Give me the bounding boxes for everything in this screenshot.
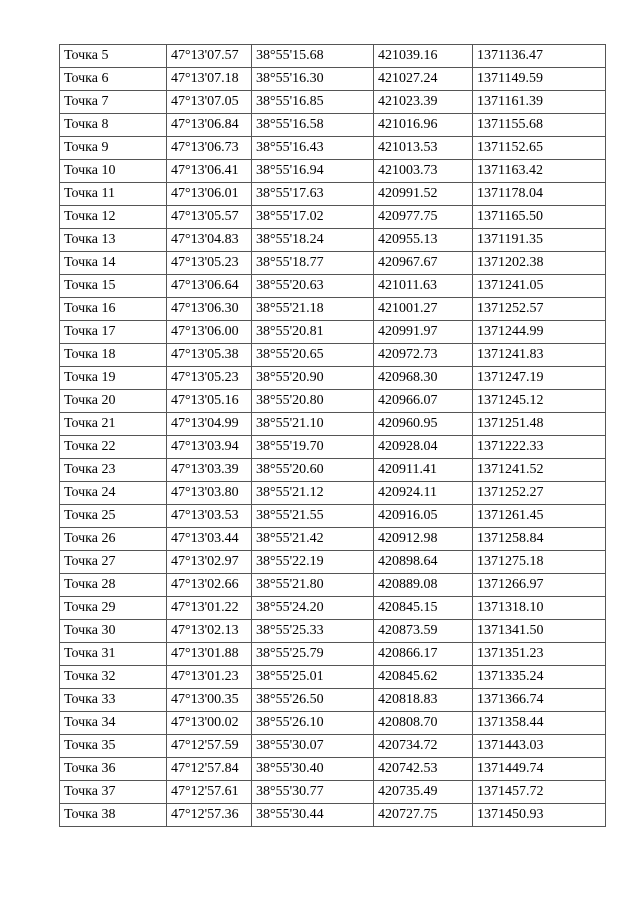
point-name-cell: Точка 28 <box>60 574 167 597</box>
latitude-cell: 47°13'00.35 <box>167 689 252 712</box>
table-row <box>60 321 606 344</box>
x-coordinate-cell: 420727.75 <box>374 804 473 827</box>
longitude-cell: 38°55'17.02 <box>252 206 374 229</box>
x-coordinate-cell: 420873.59 <box>374 620 473 643</box>
table-row <box>60 413 606 436</box>
latitude-cell: 47°13'05.57 <box>167 206 252 229</box>
y-coordinate-cell: 1371266.97 <box>473 574 606 597</box>
point-name-cell: Точка 19 <box>60 367 167 390</box>
y-coordinate-cell: 1371222.33 <box>473 436 606 459</box>
y-coordinate-cell: 1371245.12 <box>473 390 606 413</box>
x-coordinate-cell: 420912.98 <box>374 528 473 551</box>
point-name-cell: Точка 9 <box>60 137 167 160</box>
y-coordinate-cell: 1371351.23 <box>473 643 606 666</box>
table-row <box>60 505 606 528</box>
point-name-cell: Точка 14 <box>60 252 167 275</box>
latitude-cell: 47°13'03.94 <box>167 436 252 459</box>
point-name-cell: Точка 16 <box>60 298 167 321</box>
y-coordinate-cell: 1371341.50 <box>473 620 606 643</box>
latitude-cell: 47°13'06.41 <box>167 160 252 183</box>
y-coordinate-cell: 1371335.24 <box>473 666 606 689</box>
y-coordinate-cell: 1371136.47 <box>473 45 606 68</box>
table-row <box>60 367 606 390</box>
x-coordinate-cell: 420928.04 <box>374 436 473 459</box>
y-coordinate-cell: 1371241.05 <box>473 275 606 298</box>
latitude-cell: 47°13'03.53 <box>167 505 252 528</box>
y-coordinate-cell: 1371450.93 <box>473 804 606 827</box>
latitude-cell: 47°13'06.01 <box>167 183 252 206</box>
point-name-cell: Точка 29 <box>60 597 167 620</box>
point-name-cell: Точка 21 <box>60 413 167 436</box>
x-coordinate-cell: 420955.13 <box>374 229 473 252</box>
y-coordinate-cell: 1371252.57 <box>473 298 606 321</box>
longitude-cell: 38°55'30.07 <box>252 735 374 758</box>
longitude-cell: 38°55'17.63 <box>252 183 374 206</box>
y-coordinate-cell: 1371152.65 <box>473 137 606 160</box>
y-coordinate-cell: 1371251.48 <box>473 413 606 436</box>
table-row <box>60 551 606 574</box>
y-coordinate-cell: 1371241.52 <box>473 459 606 482</box>
y-coordinate-cell: 1371358.44 <box>473 712 606 735</box>
point-name-cell: Точка 31 <box>60 643 167 666</box>
x-coordinate-cell: 421003.73 <box>374 160 473 183</box>
latitude-cell: 47°13'06.64 <box>167 275 252 298</box>
x-coordinate-cell: 420911.41 <box>374 459 473 482</box>
x-coordinate-cell: 420845.15 <box>374 597 473 620</box>
x-coordinate-cell: 420968.30 <box>374 367 473 390</box>
table-row <box>60 45 606 68</box>
point-name-cell: Точка 15 <box>60 275 167 298</box>
latitude-cell: 47°13'04.99 <box>167 413 252 436</box>
latitude-cell: 47°13'03.39 <box>167 459 252 482</box>
latitude-cell: 47°13'06.73 <box>167 137 252 160</box>
latitude-cell: 47°13'07.18 <box>167 68 252 91</box>
longitude-cell: 38°55'16.94 <box>252 160 374 183</box>
longitude-cell: 38°55'16.85 <box>252 91 374 114</box>
longitude-cell: 38°55'21.10 <box>252 413 374 436</box>
point-name-cell: Точка 38 <box>60 804 167 827</box>
x-coordinate-cell: 420808.70 <box>374 712 473 735</box>
latitude-cell: 47°12'57.61 <box>167 781 252 804</box>
x-coordinate-cell: 421027.24 <box>374 68 473 91</box>
y-coordinate-cell: 1371178.04 <box>473 183 606 206</box>
coordinates-table <box>59 44 606 827</box>
table-row <box>60 620 606 643</box>
table-row <box>60 160 606 183</box>
coordinates-table-body <box>60 45 606 827</box>
point-name-cell: Точка 26 <box>60 528 167 551</box>
latitude-cell: 47°13'07.05 <box>167 91 252 114</box>
point-name-cell: Точка 35 <box>60 735 167 758</box>
point-name-cell: Точка 11 <box>60 183 167 206</box>
longitude-cell: 38°55'21.18 <box>252 298 374 321</box>
longitude-cell: 38°55'30.77 <box>252 781 374 804</box>
x-coordinate-cell: 421023.39 <box>374 91 473 114</box>
y-coordinate-cell: 1371202.38 <box>473 252 606 275</box>
table-row <box>60 643 606 666</box>
longitude-cell: 38°55'22.19 <box>252 551 374 574</box>
latitude-cell: 47°13'00.02 <box>167 712 252 735</box>
latitude-cell: 47°13'03.44 <box>167 528 252 551</box>
x-coordinate-cell: 420889.08 <box>374 574 473 597</box>
table-row <box>60 206 606 229</box>
table-row <box>60 666 606 689</box>
table-row <box>60 390 606 413</box>
point-name-cell: Точка 10 <box>60 160 167 183</box>
x-coordinate-cell: 420916.05 <box>374 505 473 528</box>
table-row <box>60 735 606 758</box>
point-name-cell: Точка 32 <box>60 666 167 689</box>
latitude-cell: 47°12'57.59 <box>167 735 252 758</box>
y-coordinate-cell: 1371366.74 <box>473 689 606 712</box>
longitude-cell: 38°55'16.43 <box>252 137 374 160</box>
table-row <box>60 298 606 321</box>
y-coordinate-cell: 1371252.27 <box>473 482 606 505</box>
y-coordinate-cell: 1371165.50 <box>473 206 606 229</box>
longitude-cell: 38°55'16.30 <box>252 68 374 91</box>
table-row <box>60 574 606 597</box>
y-coordinate-cell: 1371163.42 <box>473 160 606 183</box>
table-row <box>60 344 606 367</box>
latitude-cell: 47°13'04.83 <box>167 229 252 252</box>
y-coordinate-cell: 1371244.99 <box>473 321 606 344</box>
table-row <box>60 689 606 712</box>
longitude-cell: 38°55'26.10 <box>252 712 374 735</box>
point-name-cell: Точка 24 <box>60 482 167 505</box>
y-coordinate-cell: 1371318.10 <box>473 597 606 620</box>
latitude-cell: 47°13'01.22 <box>167 597 252 620</box>
latitude-cell: 47°13'03.80 <box>167 482 252 505</box>
longitude-cell: 38°55'20.90 <box>252 367 374 390</box>
longitude-cell: 38°55'21.80 <box>252 574 374 597</box>
table-row <box>60 68 606 91</box>
table-row <box>60 275 606 298</box>
x-coordinate-cell: 420960.95 <box>374 413 473 436</box>
point-name-cell: Точка 27 <box>60 551 167 574</box>
y-coordinate-cell: 1371457.72 <box>473 781 606 804</box>
table-row <box>60 114 606 137</box>
x-coordinate-cell: 421039.16 <box>374 45 473 68</box>
table-row <box>60 183 606 206</box>
y-coordinate-cell: 1371449.74 <box>473 758 606 781</box>
y-coordinate-cell: 1371258.84 <box>473 528 606 551</box>
x-coordinate-cell: 420977.75 <box>374 206 473 229</box>
x-coordinate-cell: 420818.83 <box>374 689 473 712</box>
latitude-cell: 47°13'05.38 <box>167 344 252 367</box>
x-coordinate-cell: 421001.27 <box>374 298 473 321</box>
table-row <box>60 712 606 735</box>
x-coordinate-cell: 420866.17 <box>374 643 473 666</box>
longitude-cell: 38°55'20.60 <box>252 459 374 482</box>
x-coordinate-cell: 420898.64 <box>374 551 473 574</box>
table-row <box>60 758 606 781</box>
point-name-cell: Точка 12 <box>60 206 167 229</box>
point-name-cell: Точка 6 <box>60 68 167 91</box>
longitude-cell: 38°55'30.44 <box>252 804 374 827</box>
table-row <box>60 482 606 505</box>
table-row <box>60 597 606 620</box>
latitude-cell: 47°13'01.88 <box>167 643 252 666</box>
x-coordinate-cell: 420924.11 <box>374 482 473 505</box>
x-coordinate-cell: 421011.63 <box>374 275 473 298</box>
table-row <box>60 229 606 252</box>
point-name-cell: Точка 37 <box>60 781 167 804</box>
x-coordinate-cell: 420991.97 <box>374 321 473 344</box>
point-name-cell: Точка 8 <box>60 114 167 137</box>
latitude-cell: 47°13'02.13 <box>167 620 252 643</box>
y-coordinate-cell: 1371261.45 <box>473 505 606 528</box>
table-row <box>60 804 606 827</box>
table-row <box>60 436 606 459</box>
y-coordinate-cell: 1371241.83 <box>473 344 606 367</box>
x-coordinate-cell: 421013.53 <box>374 137 473 160</box>
longitude-cell: 38°55'15.68 <box>252 45 374 68</box>
latitude-cell: 47°13'06.00 <box>167 321 252 344</box>
longitude-cell: 38°55'20.65 <box>252 344 374 367</box>
latitude-cell: 47°12'57.36 <box>167 804 252 827</box>
y-coordinate-cell: 1371275.18 <box>473 551 606 574</box>
latitude-cell: 47°13'05.16 <box>167 390 252 413</box>
x-coordinate-cell: 420972.73 <box>374 344 473 367</box>
table-row <box>60 252 606 275</box>
longitude-cell: 38°55'21.55 <box>252 505 374 528</box>
point-name-cell: Точка 20 <box>60 390 167 413</box>
point-name-cell: Точка 22 <box>60 436 167 459</box>
longitude-cell: 38°55'25.33 <box>252 620 374 643</box>
longitude-cell: 38°55'18.77 <box>252 252 374 275</box>
latitude-cell: 47°13'05.23 <box>167 367 252 390</box>
point-name-cell: Точка 25 <box>60 505 167 528</box>
longitude-cell: 38°55'19.70 <box>252 436 374 459</box>
latitude-cell: 47°13'06.84 <box>167 114 252 137</box>
y-coordinate-cell: 1371149.59 <box>473 68 606 91</box>
x-coordinate-cell: 420742.53 <box>374 758 473 781</box>
longitude-cell: 38°55'25.79 <box>252 643 374 666</box>
table-row <box>60 459 606 482</box>
point-name-cell: Точка 23 <box>60 459 167 482</box>
x-coordinate-cell: 420735.49 <box>374 781 473 804</box>
point-name-cell: Точка 33 <box>60 689 167 712</box>
point-name-cell: Точка 18 <box>60 344 167 367</box>
longitude-cell: 38°55'21.12 <box>252 482 374 505</box>
point-name-cell: Точка 36 <box>60 758 167 781</box>
point-name-cell: Точка 7 <box>60 91 167 114</box>
latitude-cell: 47°13'06.30 <box>167 298 252 321</box>
latitude-cell: 47°13'05.23 <box>167 252 252 275</box>
longitude-cell: 38°55'21.42 <box>252 528 374 551</box>
table-row <box>60 137 606 160</box>
latitude-cell: 47°13'02.66 <box>167 574 252 597</box>
longitude-cell: 38°55'30.40 <box>252 758 374 781</box>
y-coordinate-cell: 1371155.68 <box>473 114 606 137</box>
table-row <box>60 91 606 114</box>
x-coordinate-cell: 420734.72 <box>374 735 473 758</box>
x-coordinate-cell: 420845.62 <box>374 666 473 689</box>
point-name-cell: Точка 34 <box>60 712 167 735</box>
x-coordinate-cell: 421016.96 <box>374 114 473 137</box>
longitude-cell: 38°55'20.80 <box>252 390 374 413</box>
point-name-cell: Точка 13 <box>60 229 167 252</box>
point-name-cell: Точка 30 <box>60 620 167 643</box>
y-coordinate-cell: 1371443.03 <box>473 735 606 758</box>
y-coordinate-cell: 1371247.19 <box>473 367 606 390</box>
longitude-cell: 38°55'24.20 <box>252 597 374 620</box>
y-coordinate-cell: 1371161.39 <box>473 91 606 114</box>
latitude-cell: 47°12'57.84 <box>167 758 252 781</box>
longitude-cell: 38°55'16.58 <box>252 114 374 137</box>
latitude-cell: 47°13'07.57 <box>167 45 252 68</box>
x-coordinate-cell: 420966.07 <box>374 390 473 413</box>
x-coordinate-cell: 420967.67 <box>374 252 473 275</box>
longitude-cell: 38°55'20.81 <box>252 321 374 344</box>
table-row <box>60 528 606 551</box>
x-coordinate-cell: 420991.52 <box>374 183 473 206</box>
longitude-cell: 38°55'25.01 <box>252 666 374 689</box>
table-row <box>60 781 606 804</box>
longitude-cell: 38°55'20.63 <box>252 275 374 298</box>
point-name-cell: Точка 5 <box>60 45 167 68</box>
point-name-cell: Точка 17 <box>60 321 167 344</box>
y-coordinate-cell: 1371191.35 <box>473 229 606 252</box>
latitude-cell: 47°13'02.97 <box>167 551 252 574</box>
latitude-cell: 47°13'01.23 <box>167 666 252 689</box>
longitude-cell: 38°55'26.50 <box>252 689 374 712</box>
longitude-cell: 38°55'18.24 <box>252 229 374 252</box>
